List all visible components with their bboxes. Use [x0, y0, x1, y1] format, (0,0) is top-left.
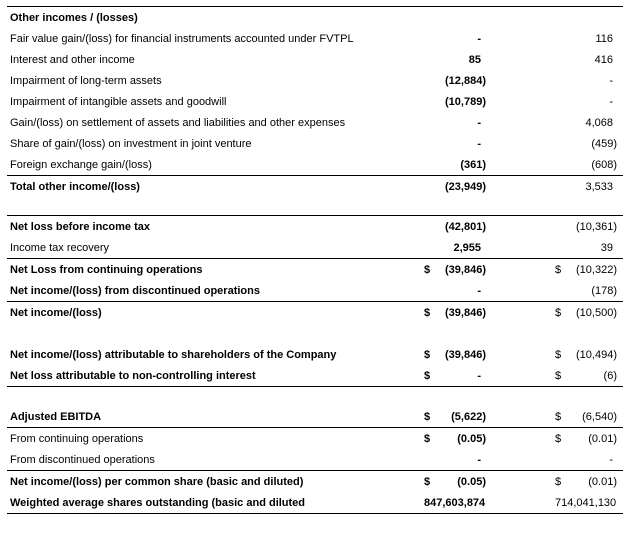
row-label: Total other income/(loss) — [10, 180, 140, 193]
currency-symbol: $ — [555, 432, 562, 445]
prior-period-value — [555, 476, 617, 488]
current-period-value — [424, 117, 486, 129]
table-row — [7, 492, 623, 513]
prior-period-value — [555, 159, 617, 171]
current-period-value — [424, 54, 486, 66]
row-label: Net income/(loss) per common share (basic and diluted) — [10, 475, 304, 488]
current-period-value — [424, 454, 486, 466]
prior-period-value — [555, 307, 617, 319]
prior-period-value-text: - — [609, 453, 613, 466]
table-row — [7, 471, 623, 492]
prior-period-value — [555, 433, 617, 445]
prior-period-value — [555, 454, 617, 466]
current-period-value — [424, 370, 486, 382]
current-period-value — [424, 221, 486, 233]
table-row — [7, 406, 623, 427]
current-period-value — [424, 138, 486, 150]
table-row — [7, 302, 623, 323]
current-period-value-text: - — [477, 116, 481, 129]
row-label: Net income/(loss) — [10, 306, 102, 319]
prior-period-value-text: - — [609, 74, 613, 87]
row-label: Net loss before income tax — [10, 220, 150, 233]
current-period-value-text: (23,949) — [445, 180, 486, 193]
prior-period-value — [555, 349, 617, 361]
currency-symbol: $ — [424, 348, 431, 361]
table-row — [7, 237, 623, 258]
row-label: Gain/(loss) on settlement of assets and liabilities and other expenses — [10, 116, 346, 129]
prior-period-value-text: (0.01) — [588, 475, 617, 488]
current-period-value — [424, 307, 486, 319]
current-period-value — [424, 264, 486, 276]
table-row — [7, 365, 623, 386]
row-label: Other incomes / (losses) — [10, 11, 138, 24]
row-label: From discontinued operations — [10, 453, 155, 466]
table-row — [7, 7, 623, 28]
current-period-value — [424, 497, 486, 509]
prior-period-value — [555, 497, 617, 509]
current-period-value-text: (5,622) — [451, 410, 486, 423]
prior-period-value-text: (459) — [591, 137, 617, 150]
row-label: Impairment of long-term assets — [10, 74, 162, 87]
row-label: Adjusted EBITDA — [10, 410, 102, 423]
row-label: From continuing operations — [10, 432, 144, 445]
table-row — [7, 112, 623, 133]
prior-period-value — [555, 221, 617, 233]
current-period-value — [424, 242, 486, 254]
current-period-value — [424, 476, 486, 488]
row-label: Impairment of intangible assets and goodwill — [10, 95, 227, 108]
current-period-value — [424, 181, 486, 193]
row-label: Weighted average shares outstanding (basic and diluted — [10, 496, 306, 509]
current-period-value — [424, 433, 486, 445]
current-period-value — [424, 285, 486, 297]
current-period-value-text: - — [477, 32, 481, 45]
row-label: Interest and other income — [10, 53, 135, 66]
prior-period-value-text: (6) — [603, 369, 617, 382]
table-row — [7, 91, 623, 112]
current-period-value-text: (0.05) — [457, 475, 486, 488]
row-label: Income tax recovery — [10, 241, 110, 254]
table-row — [7, 154, 623, 175]
current-period-value — [424, 96, 486, 108]
currency-symbol: $ — [424, 475, 431, 488]
current-period-value-text: (39,846) — [445, 348, 486, 361]
currency-symbol: $ — [555, 410, 562, 423]
row-label: Net income/(loss) from discontinued operations — [10, 284, 260, 297]
prior-period-value — [555, 242, 617, 254]
current-period-value-text: (39,846) — [445, 306, 486, 319]
row-label: Net Loss from continuing operations — [10, 263, 203, 276]
table-row — [7, 28, 623, 49]
prior-period-value — [555, 54, 617, 66]
current-period-value-text: 85 — [468, 53, 481, 66]
prior-period-value — [555, 75, 617, 87]
table-row — [7, 428, 623, 449]
prior-period-value — [555, 264, 617, 276]
current-period-value-text: (42,801) — [445, 220, 486, 233]
row-label: Fair value gain/(loss) for financial instruments accounted under FVTPL — [10, 32, 354, 45]
prior-period-value-text: (178) — [591, 284, 617, 297]
prior-period-value-text: (10,494) — [576, 348, 617, 361]
current-period-value — [424, 411, 486, 423]
prior-period-value-text: 714,041,130 — [555, 496, 617, 509]
current-period-value-text: - — [477, 453, 481, 466]
row-label: Net income/(loss) attributable to shareholders of the Company — [10, 348, 337, 361]
currency-symbol: $ — [424, 306, 431, 319]
table-row — [7, 344, 623, 365]
prior-period-value — [555, 370, 617, 382]
currency-symbol: $ — [555, 263, 562, 276]
table-row — [7, 176, 623, 197]
currency-symbol: $ — [424, 410, 431, 423]
prior-period-value-text: (608) — [591, 158, 617, 171]
currency-symbol: $ — [555, 369, 562, 382]
currency-symbol: $ — [424, 263, 431, 276]
current-period-value-text: (39,846) — [445, 263, 486, 276]
prior-period-value — [555, 138, 617, 150]
table-row — [7, 133, 623, 154]
prior-period-value — [555, 181, 617, 193]
current-period-value-text: 847,603,874 — [424, 496, 486, 509]
currency-symbol: $ — [555, 475, 562, 488]
prior-period-value-text: 4,068 — [585, 116, 613, 129]
current-period-value-text: - — [477, 284, 481, 297]
prior-period-value-text: (10,361) — [576, 220, 617, 233]
currency-symbol: $ — [555, 306, 562, 319]
prior-period-value — [555, 285, 617, 297]
separator-line — [7, 513, 623, 514]
table-row — [7, 280, 623, 301]
prior-period-value-text: (10,322) — [576, 263, 617, 276]
spacer — [7, 323, 623, 344]
current-period-value-text: (0.05) — [457, 432, 486, 445]
row-label: Net loss attributable to non-controlling interest — [10, 369, 256, 382]
table-row — [7, 259, 623, 280]
prior-period-value — [555, 411, 617, 423]
table-row — [7, 70, 623, 91]
current-period-value-text: - — [477, 369, 481, 382]
current-period-value — [424, 75, 486, 87]
prior-period-value-text: (0.01) — [588, 432, 617, 445]
prior-period-value-text: 3,533 — [585, 180, 613, 193]
table-row — [7, 49, 623, 70]
currency-symbol: $ — [424, 432, 431, 445]
prior-period-value — [555, 117, 617, 129]
currency-symbol: $ — [424, 369, 431, 382]
prior-period-value-text: (6,540) — [582, 410, 617, 423]
row-label: Foreign exchange gain/(loss) — [10, 158, 152, 171]
current-period-value-text: (10,789) — [445, 95, 486, 108]
current-period-value-text: - — [477, 137, 481, 150]
prior-period-value-text: 39 — [600, 241, 613, 254]
table-row — [7, 449, 623, 470]
prior-period-value-text: 116 — [595, 32, 613, 45]
current-period-value — [424, 159, 486, 171]
prior-period-value-text: - — [609, 95, 613, 108]
current-period-value-text: (361) — [460, 158, 486, 171]
prior-period-value — [555, 96, 617, 108]
table-row — [7, 216, 623, 237]
current-period-value-text: (12,884) — [445, 74, 486, 87]
prior-period-value — [555, 33, 617, 45]
spacer — [7, 387, 623, 406]
financial-statement-table — [7, 6, 623, 514]
current-period-value-text: 2,955 — [453, 241, 481, 254]
prior-period-value-text: (10,500) — [576, 306, 617, 319]
prior-period-value-text: 416 — [594, 53, 613, 66]
current-period-value — [424, 33, 486, 45]
row-label: Share of gain/(loss) on investment in joint venture — [10, 137, 252, 150]
spacer — [7, 197, 623, 215]
current-period-value — [424, 349, 486, 361]
currency-symbol: $ — [555, 348, 562, 361]
